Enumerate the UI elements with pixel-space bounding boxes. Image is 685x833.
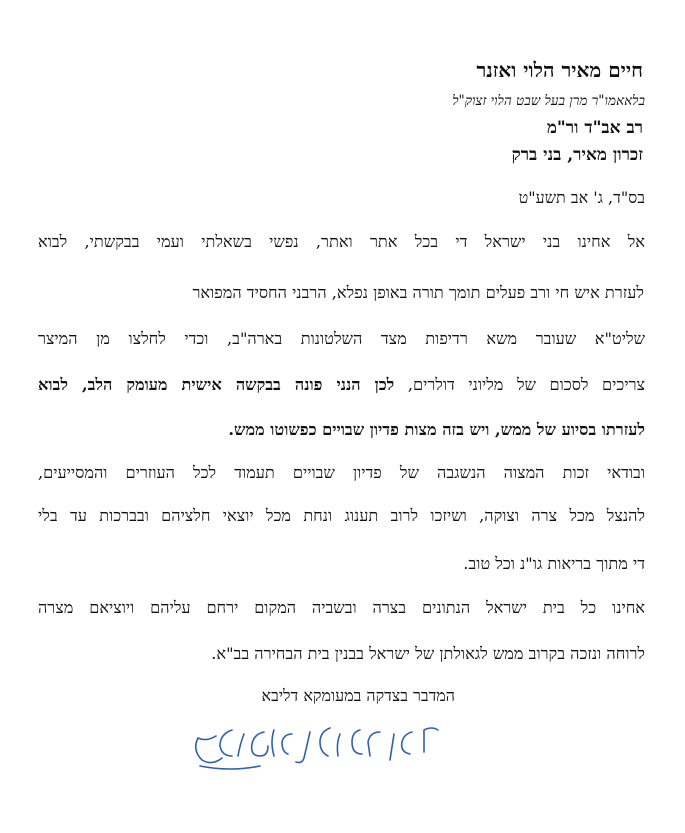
letterhead-place: זכרון מאיר, בני ברק [511,145,643,165]
body-line-10: לרוחה ונזכה בקרוב ממש לגאולתן של ישראל בבנין בית הבחירה בב"א. [211,644,645,663]
body-line-2: לעזרת איש חי ורב פעלים תומך תורה באופן נפלא, הרבני החסיד המפואר [192,283,644,302]
closing-line: המדבר בצדקה במעומקא דליבא [261,686,455,705]
letterhead-name: חיים מאיר הלוי ואזנר [476,58,643,82]
body-line-3: שליט"א שעובר משא רדיפות מצד השלטונות בארה"ב, וכדי לחלצו מן המיצר [38,329,645,348]
body-line-5: לעזרתו בסיוע של ממש, ויש בזה מצות פדיון שבויים כפשוטו ממש. [228,420,645,439]
letterhead-title: רב אב"ד ור"מ [546,118,643,138]
body-line-4-plain: צריכים לסכום של מליוני דולרים, [407,375,645,394]
body-line-4-bold: לכן הנני פונה בבקשה אישית מעומק הלב, לבוא [38,375,395,394]
letterhead-lineage: בלאאמו"ר מרן בעל שבט הלוי זצוק"ל [452,93,645,109]
body-line-8: די מתוך בריאות גו"נ וכל טוב. [463,554,645,573]
body-line-6: ובודאי זכות המצוה הנשגבה של פדיון שבויים תעמוד לכל העוזרים והמסייעים, [38,463,645,482]
letter-date: בס"ד, ג' אב תשע"ט [518,188,645,207]
handwritten-signature [180,712,460,782]
body-line-1: אל אחינו בני ישראל די בכל אתר ואתר, נפשי בשאלתי ועמי בבקשתי, לבוא [38,232,645,251]
body-line-7: להנצל מכל צרה וצוקה, ושיזכו לרוב תענוג ונחת מכל יוצאי חלציהם ובברכות עד בלי [38,506,645,525]
body-line-9: אחינו כל בית ישראל הנתונים בצרה ובשביה המקום ירחם עליהם ויוציאם מצרה [38,598,645,617]
body-line-4 [38,374,645,396]
